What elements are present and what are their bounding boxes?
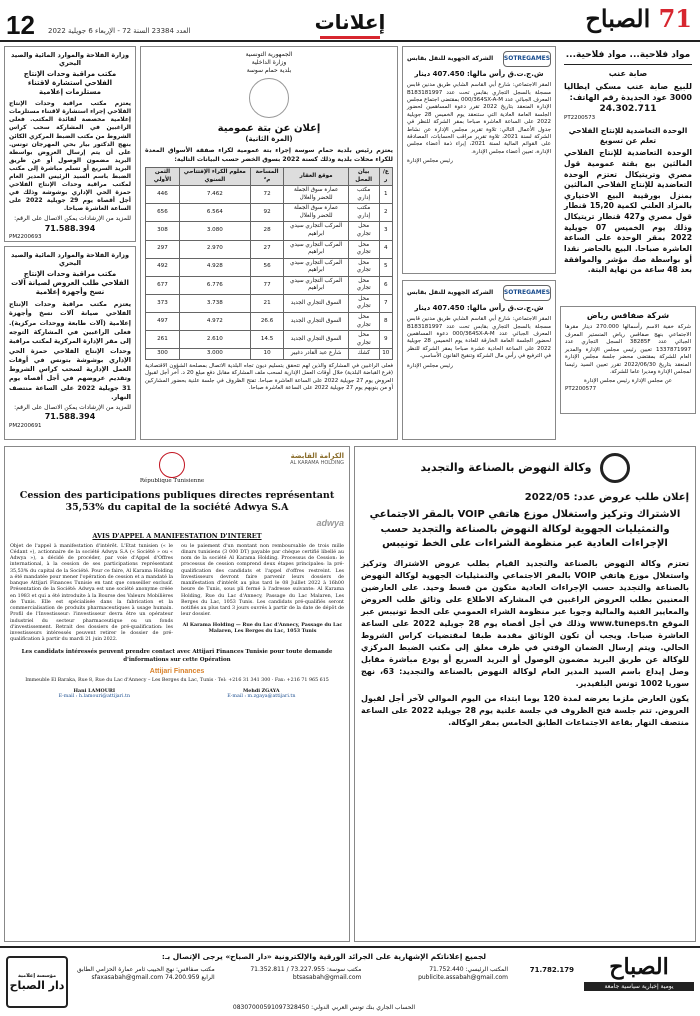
table-cell: المركب التجاري سيدي ابراهيم: [284, 258, 348, 276]
agri2-contact: للمزيد من الإرشادات يمكن الاتصال على الرقم:: [14, 404, 131, 412]
karama-ar: الكرامة القابضة: [290, 452, 344, 460]
table-cell: 6.776: [179, 276, 250, 294]
adwya-logo: adwya: [316, 517, 344, 528]
adwya-contacts: [10, 688, 344, 700]
logo-text: الصباح: [585, 4, 651, 33]
table-cell: 1: [379, 186, 392, 204]
table-cell: 77: [250, 276, 284, 294]
table-cell: مكتب إداري: [348, 186, 379, 204]
adwya-col-1: Objet de l'appel à manifestation d'intérêt. L'Etat tunisien (« le Cédant »), actionnaire de la société Adwya S.A (« Société » ou « Adwya »), a décidé de procéder, par voie d'Appel d'Offres international, à la cession de ses participations représentant 35,53% du capital de la Société. Pour ce faire, Al Karama Holding a été mandatée pour mener l'opération de cession et a mandaté la banque Attijari Finances Tunisie en tant que conseiller exclusif. Présentation de la Société: Adwya est une société anonyme créée en 1983 et qui a été introduite à la Bourse des Valeurs Mobilières de Tunis. Elle est spécialisée dans la fabrication et la commercialisation de produits pharmaceutiques à usage humain. Profil de l'Investisseur: l'investisseur devra être un opérateur industriel du secteur pharmaceutique ou un fonds d'investissement. Retrait des dossiers de pré-qualification: les investisseurs intéressés peuvent retirer le dossier de pré-qualification à partir du mardi 21 juin 2022.: [10, 543, 173, 643]
promotion-agency: وكالة النهوض بالصناعة والتجديد: [420, 460, 592, 474]
table-cell: 2.970: [179, 240, 250, 258]
sotregames-logo: SOTREGAMES: [503, 51, 551, 67]
footer-office-sfax: مكتب صفاقس: نهج الحبيب ثامر عمارة الحزامي الطابق الرابع 74.200.959 sfaxasabah@gmail.com: [76, 966, 215, 982]
footer-logo: [584, 954, 694, 991]
ad-adwya: [4, 446, 350, 942]
sotregames2-header: [407, 285, 551, 301]
table-cell: 7: [379, 294, 392, 312]
table-header-cell: المساحة م²: [250, 168, 284, 186]
table-cell: 373: [146, 294, 180, 312]
municipality-sub: (المرة الثانية): [245, 135, 293, 144]
municipality-ministry: وزارة الداخلية: [251, 58, 287, 66]
table-cell: 656: [146, 204, 180, 222]
promotion-final: يكون العارض ملزما بعرضه لمدة 120 يوما ابتداء من اليوم الموالي لآخر أجل لقبول العروض. تتم جلسة فتح الظروف في جلسة علنية يوم 28 جويلية 2022 على الساعة منتصف النهار بقاعة الاجتماعات الطابق الخامس بمقر الوكالة.: [361, 693, 690, 727]
table-cell: محل تجاري: [348, 331, 379, 349]
agri1-phone: 71.588.394: [44, 223, 96, 233]
sotregames-sign: رئيس مجلس الإدارة: [407, 158, 453, 165]
table-cell: 21: [250, 294, 284, 312]
table-cell: 3.080: [179, 222, 250, 240]
table-cell: 4.972: [179, 312, 250, 330]
table-header-cell: الثمن الأولي: [146, 168, 180, 186]
table-cell: 2.610: [179, 331, 250, 349]
table-cell: محل تجاري: [348, 222, 379, 240]
table-row: [146, 240, 393, 258]
ad-farming: [560, 46, 696, 275]
contact-2-mail[interactable]: E-mail : m.zgaya@attijari.tn: [227, 694, 296, 700]
table-cell: شارع عبد القادر دغيير: [284, 349, 348, 360]
logo-number: 71: [658, 4, 692, 33]
agri2-title: مكتب مراقبة وحدات الإنتاج الفلاحي طلب العروض لصيانة آلات نسخ وأجهزة إعلامية: [11, 269, 129, 297]
adwya-notice: AVIS D'APPEL A MANIFESTATION D'INTERET: [92, 531, 262, 540]
municipality-header: [145, 51, 393, 74]
agri2-ministry: وزارة الفلاحة والموارد المائية والصيد البحري: [10, 251, 130, 268]
table-cell: 497: [146, 312, 180, 330]
table-cell: 6: [379, 276, 392, 294]
table-cell: السوق التجاري الجديد: [284, 294, 348, 312]
sotregames2-logo: SOTREGAMES: [503, 285, 551, 301]
agri1-body: يعتزم مكتب مراقبة وحدات الإنتاج الفلاحي إجراء استشارة لاقتناء مستلزمات إعلامية مخصصة لفائدة المكتب. فعلى الراغبين في المشاركة سحب كراس الشروط من مكتب الضبط المركزي الكائن بنهج الدكتور بيار بحي المهرجان تونس. على أن يتم إرسال العروض بواسطة البريد مضمون الوصول أو عن طريق البريد السريع أو تسلم مباشرة إلى مكتب الضبط باسم السيد الرئيس المدير العام لمكتب مراقبة وحدات الإنتاج الفلاحي حمزة الحي الإداري بوشوشة وذلك في أجل أقصاه يوم 29 جويلية 2022 على الساعة العاشرة صباحا.: [9, 100, 131, 213]
ad-farming-phone: 24.302.711: [599, 103, 657, 114]
agri1-contact: للمزيد من الإرشادات يمكن الاتصال على الرقم:: [14, 215, 131, 223]
contact-1-mail[interactable]: E-mail : h.lamouri@attijari.tn: [58, 694, 131, 700]
contact-2: [227, 688, 295, 700]
page-footer: [0, 946, 700, 1016]
table-cell: السوق التجاري الجديد: [284, 312, 348, 330]
footer-account: الحساب الجاري بنك تونس العربي الدولي: 08307000591097328450: [232, 1004, 416, 1011]
table-row: [146, 349, 393, 360]
contact-1-name: Hani LAMOURI: [73, 687, 116, 694]
municipality-name: بلدية حمام سوسة: [246, 66, 292, 74]
table-cell: 3: [379, 222, 392, 240]
municipality-intro: يعتزم رئيس بلدية حمام سوسة إجراء بتة عمومية لكراء صفقة الأسواق المعدة للكراء محلات بلدية وذلك كسنة 2022 بسوق الخضر حسب البيانات التالية:: [145, 147, 393, 163]
sotregames2-sign: رئيس مجلس الإدارة: [407, 362, 453, 369]
agri1-title: مكتب مراقبة وحدات الإنتاج الفلاحي استشارة لاقتناء مستلزمات إعلامية: [23, 69, 117, 97]
municipality-table: [145, 167, 393, 359]
table-cell: 10: [250, 349, 284, 360]
adwya-address: Al Karama Holding — Rue du Lac d'Annecy, Passage du Lac Malaren, Les Berges du Lac, 1053 Tunis: [182, 621, 343, 634]
table-cell: 7.462: [179, 186, 250, 204]
sotregames2-body: المقر الاجتماعي: شارع أبي القاسم الشابي طريق مدنين قابس مسجلة بالسجل التجاري بقابس تحت عدد B183181997 المعرف الجبائي عدد 000/364SX-A-M دعوة المساهمين لحضور الجلسة العامة الخارقة للعادة يوم الخميس 28 جويلية 2022 على الساعة الحادية عشرة صباحا بمقر الشركة للنظر في الترفيع في رأس مال الشركة وتنقيح القانون الأساسي.: [407, 316, 552, 360]
ad-farming-box2-body: الوحدة التعاضدية للإنتاج الفلاحي المالثين بيع بقتة عمومية قول مصري وتريتيكال تعتزم الوحدة التعاضدية للإنتاج الفلاحي المالثين بمنزل بورقيبة البيع الاختياري بالمزاد العلني لكمية 15,20 قنطار قول مصري و427 قنطار تريتيكال وذلك يوم الخميس 07 جويلية 2022 بمقر الوحدة على الساعة العاشرة صباحا. البيع بالحاضر نقدا أو بواسطة صك مؤشر والموافقة بعد 48 ساعة من نهاية البتة.: [564, 148, 692, 275]
agri2-body: يعتزم مكتب مراقبة وحدات الإنتاج الفلاحي صيانة آلات نسخ وأجهزة إعلامية (آلات طابعة ووحدات مركزية). فعلى الراغبين في المشاركة التوجه إلى مقر الإدارة المركزية لمكتب مراقبة وحدات الإنتاج الفلاحي حمزة الحي الإداري بوشوشة بتونس في أوقات العمل الإدارية لسحب كراس الشروط وتقديم عروضهم في أجل أقصاه يوم 31 جويلية 2022 على الساعة منتصف النهار.: [9, 300, 131, 401]
municipality-notes: فعلى الراغبين في المشاركة والذين لهم تتحقق بتسليم ديون تجاه البلدية الاتصال بمصلحة الشؤون الاقتصادية (فرع القباضة البلدية) خلال أوقات العمل الإدارية لسحب ملف المشاركة مقابل دفع مبلغ 20 د. آخر أجل لقبول العروض يوم 27 جويلية 2022 على الساعة العاشرة صباحا. تفتح الظروف في جلسة علنية بحضور المشاركين أو من ينوبهم يوم 27 جويلية 2022 على الساعة العاشرة صباحا.: [145, 362, 393, 391]
page-number: 12: [6, 10, 35, 40]
table-header-cell: موقع العقار: [284, 168, 348, 186]
adwya-col-2: ou le paiement d'un montant non remboursable de trois mille dinars tunisiens (3 000 DT) payable par chèque certifié libellé au nom de la société Al Karama Holding. Processus de Cession: le processus de cession comprend deux étapes principales: la pré-qualification des candidats et l'appel d'offres restreint. Les Investisseurs devront faire parvenir leurs dossiers de manifestation d'intérêt au plus tard le 08 Juillet 2022 à 16h00 heure de Tunis, sous pli fermé à l'adresse suivante: Al Karama Holding, Rue du Lac d'Annecy, Passage du Lac Malaren, Les Berges du Lac, 1053 Tunis. Les candidats pré-qualifiés seront notifiés au plus tard 3 jours ouvrés à partir de la date de dépôt de leur dossier.: [181, 543, 344, 618]
attijari-logo: Attijari Finances: [149, 667, 205, 675]
table-cell: 261: [146, 331, 180, 349]
ad-farming-code: PT2200573: [564, 115, 596, 122]
adwya-col-2-wrap: [181, 544, 344, 644]
sotregames-body: المقر الاجتماعي: شارع أبي القاسم الشابي طريق مدنين قابس مسجلة بالسجل التجاري بقابس تحت عدد B183181997 المعرف الجبائي عدد 000/364SX-A-M بمقتضى اجتماع مجلس الإدارة المنعقد بتاريخ 2022 تقرر دعوة المساهمين لحضور الجلسة العامة العادية التي ستنعقد يوم الخميس 28 جويلية 2022 على الساعة العاشرة صباحا بمقر الشركة للنظر في جدول الأعمال التالي: تلاوة تقرير مجلس الإدارة عن نشاط الشركة لسنة 2021، تلاوة تقرير مراقب الحسابات، المصادقة على القوائم المالية لسنة 2021، إبراء ذمة أعضاء مجلس الإدارة، تعيين أعضاء مجلس الإدارة.: [407, 82, 552, 155]
sotregames-title: ش.ج.ت.ق رأس مالها: 407.450 دينار: [414, 70, 544, 78]
table-body: [146, 186, 393, 359]
table-row: [146, 331, 393, 349]
ad-agri-2: [4, 246, 136, 440]
table-row: [146, 204, 393, 222]
footer-phone-main: 71.782.179: [529, 966, 575, 974]
table-cell: عمارة سوق الجملة للخضر والغلال: [284, 186, 348, 204]
ad-company-title: شركة صفاقس رياض: [586, 311, 670, 320]
table-cell: 56: [250, 258, 284, 276]
table-cell: السوق التجاري الجديد: [284, 331, 348, 349]
table-cell: 9: [379, 331, 392, 349]
ad-farming-box2-title: الوحدة التعاضدية للإنتاج الفلاحي تعلم عن تسويغ: [568, 125, 688, 145]
table-cell: 492: [146, 258, 180, 276]
table-row: [146, 312, 393, 330]
issue-info: العدد 23384 السنة 72 - الإربعاء 6 جويلية 2022: [48, 27, 191, 35]
table-header-cell: بيان المحل: [348, 168, 379, 186]
ad-company-body: شركة خفية الاسم رأسمالها 270.000 دينار مقرها الاجتماعي بنهج صفاقس رياض المنستير المعرف الجبائي عدد 38285F السجل التجاري عدد 1337871997 تعيين رئيس مجلس الإدارة والمدير العام للشركة بمقتضى محضر جلسة مجلس الإدارة المنعقد بتاريخ 2022/06/30 تقرر تعيين السيد رئيسا لمجلس الإدارة ومديرا عاما للشركة.: [565, 324, 691, 375]
contact-2-name: Mehdi ZGAYA: [242, 687, 280, 694]
ad-agri-1: [4, 46, 136, 242]
table-cell: المركب التجاري سيدي ابراهيم: [284, 222, 348, 240]
ad-company-code: PT2200577: [565, 385, 597, 392]
footer-headline: لجميع إعلاناتكم الإشهارية على الجرائد الورقية والإلكترونية «دار الصباح» يرجى الإتصال بـ:: [161, 952, 487, 961]
ad-sotregames-2: [402, 280, 556, 440]
adwya-columns: [10, 544, 344, 644]
table-cell: مكتب إداري: [348, 204, 379, 222]
adwya-header: [10, 452, 344, 484]
table-row: [146, 186, 393, 204]
municipality-rep: الجمهورية التونسية: [245, 51, 293, 58]
footer-offices: [74, 966, 574, 983]
agri2-phone: 71.588.394: [44, 412, 96, 422]
sotregames-header: [407, 51, 551, 67]
table-cell: 446: [146, 186, 180, 204]
table-cell: 6.564: [179, 204, 250, 222]
footer-office-main: المكتب الرئيسي: 71.752.440 publicite.assabah@gmail.com: [418, 966, 509, 982]
table-cell: 14.5: [250, 331, 284, 349]
dar-logo: [6, 956, 68, 1008]
table-cell: 677: [146, 276, 180, 294]
adwya-imm: Immeuble El Baraka, Rue 8, Rue du Lac d'Annecy – Les Berges du Lac, Tunis · Tel: +216 31 341 300 · Fax: +216 71 965 615: [25, 677, 329, 683]
ad-promotion: [354, 446, 696, 942]
table-header-row: [146, 168, 393, 186]
contact-1: [59, 688, 130, 700]
table-cell: 28: [250, 222, 284, 240]
agency-logo-icon: [600, 453, 630, 483]
table-cell: محل تجاري: [348, 240, 379, 258]
table-cell: 3.000: [179, 349, 250, 360]
footer-office-sousse: مكتب سوسة: 73.227.955 / 71.352.811 btsasabah@gmail.com: [250, 966, 362, 982]
dar-sub: مؤسسة إعلامية: [17, 972, 57, 979]
karama-en: AL KARAMA HOLDING: [290, 460, 344, 466]
ad-company-sign: عن مجلس الإدارة رئيس مجلس الإدارة: [583, 378, 673, 385]
sotregames2-title: ش.ج.ت.ق رأس مالها: 407.450 دينار: [414, 304, 544, 312]
table-cell: 26.6: [250, 312, 284, 330]
adwya-title: Cession des participations publiques directes représentant 35,53% du capital de la société Adwya S.A: [19, 490, 335, 514]
table-row: [146, 258, 393, 276]
table-cell: 4.928: [179, 258, 250, 276]
tunisia-emblem-icon: [159, 452, 185, 478]
adwya-contact-line: Les candidats intéressés peuvent prendre contact avec Attijari Finances Tunisie pour toute demande d'informations sur cette Opération: [21, 649, 333, 663]
footer-tagline: يومية إخبارية سياسية جامعة: [584, 982, 694, 991]
page-header: [0, 0, 700, 42]
table-cell: كشك: [348, 349, 379, 360]
municipality-title: إعلان عن بتة عمومية: [217, 123, 321, 135]
promotion-body: تعتزم وكالة النهوض بالصناعة والتجديد القيام بطلب عروض الاشتراك وتركيز واستغلال موزع هاتفي VOIP بالمقر الاجتماعي والتمثيليات الجهوية لوكالة النهوض بالصناعة والتجديد حسب الإجراءات العادية متكون من قسط وحيد. على العارضين المعنيين بطلب العروض الراغبين في المشاركة الاطلاع على وثائق طلب العروض والمعايير الفنية والمالية وجوبا عبر منظومة الشراء العمومي على الخط تونيبس عبر الموقع www.tuneps.tn وذلك في أجل أقصاه يوم 28 جويلية 2022 على الساعة العاشرة صباحا. ويجب أن تكون الوثائق مقدمة طبقا لمقتضيات كراس الشروط الحالي. ويتم إرسال الضمان الوقتي في ظرف مغلق إلى مكتب الضبط المركزي للوكالة عن طريق البريد مضمون الوصول أو البريد السريع أو يودع مباشرة مقابل وصل إيداع باسم السيد المدير العام لوكالة النهوض بالصناعة والتجديد: 63، نهج سوريا 1002 تونس البلفيدير.: [361, 558, 690, 688]
ad-company: [560, 306, 696, 414]
agri1-code: PM2200693: [9, 233, 42, 240]
promotion-header: [361, 453, 689, 483]
table-cell: 308: [146, 222, 180, 240]
table-cell: 3.738: [179, 294, 250, 312]
agri1-ministry: وزارة الفلاحة والموارد المائية والصيد البحري: [10, 51, 130, 68]
newspaper-logo: [582, 4, 692, 34]
sotregames-name: الشركة الجهوية للنقل بقابس: [407, 54, 494, 62]
footer-logo-text: الصباح: [609, 954, 669, 980]
table-cell: 5: [379, 258, 392, 276]
table-cell: محل تجاري: [348, 312, 379, 330]
table-cell: محل تجاري: [348, 258, 379, 276]
table-row: [146, 222, 393, 240]
table-cell: 300: [146, 349, 180, 360]
table-row: [146, 294, 393, 312]
promotion-title: إعلان طلب عروض عدد: 2022/05: [524, 492, 689, 503]
table-header-cell: معلوم الكراء الإفتتاحي السنوي: [179, 168, 250, 186]
table-cell: 10: [379, 349, 392, 360]
ad-sotregames-1: [402, 46, 556, 274]
ad-farming-title: مواد فلاحية... مواد فلاحية...: [564, 50, 692, 65]
table-cell: 72: [250, 186, 284, 204]
section-title: إعلانات: [290, 10, 410, 39]
ad-municipality: [140, 46, 398, 440]
table-cell: المركب التجاري سيدي ابراهيم: [284, 240, 348, 258]
sotregames2-name: الشركة الجهوية للنقل بقابس: [407, 288, 494, 296]
table-cell: 27: [250, 240, 284, 258]
table-row: [146, 276, 393, 294]
dar-text: دار الصباح: [9, 978, 65, 992]
agri2-code: PM2200691: [9, 422, 42, 429]
table-cell: عمارة سوق الجملة للخضر والغلال: [284, 204, 348, 222]
adwya-rep-block: [140, 452, 204, 484]
promotion-subject: الاشتراك وتركيز واستغلال موزع هاتفي VOIP بالمقر الاجتماعي والتمثيليات الجهوية لوكالة النهوض بالصناعة والتجديد حسب الإجراءات العادية عبر منظومة الشراءات على الخط تونيبس: [369, 509, 681, 549]
municipality-emblem-icon: [249, 78, 289, 118]
table-cell: محل تجاري: [348, 294, 379, 312]
ad-farming-sub: صابة عنب: [608, 68, 648, 78]
table-cell: 92: [250, 204, 284, 222]
table-cell: المركب التجاري سيدي ابراهيم: [284, 276, 348, 294]
table-header-cell: ع/ر: [379, 168, 392, 186]
ad-farming-body: للبيع صابة عنب مسكي ايطاليا 3000 عود الجديدة رقم الهاتف:: [564, 82, 692, 102]
table-cell: 2: [379, 204, 392, 222]
table-cell: 4: [379, 240, 392, 258]
table-cell: محل تجاري: [348, 276, 379, 294]
karama-logo: [274, 452, 344, 466]
table-cell: 8: [379, 312, 392, 330]
table-cell: 297: [146, 240, 180, 258]
adwya-rep: République Tunisienne: [139, 478, 205, 484]
